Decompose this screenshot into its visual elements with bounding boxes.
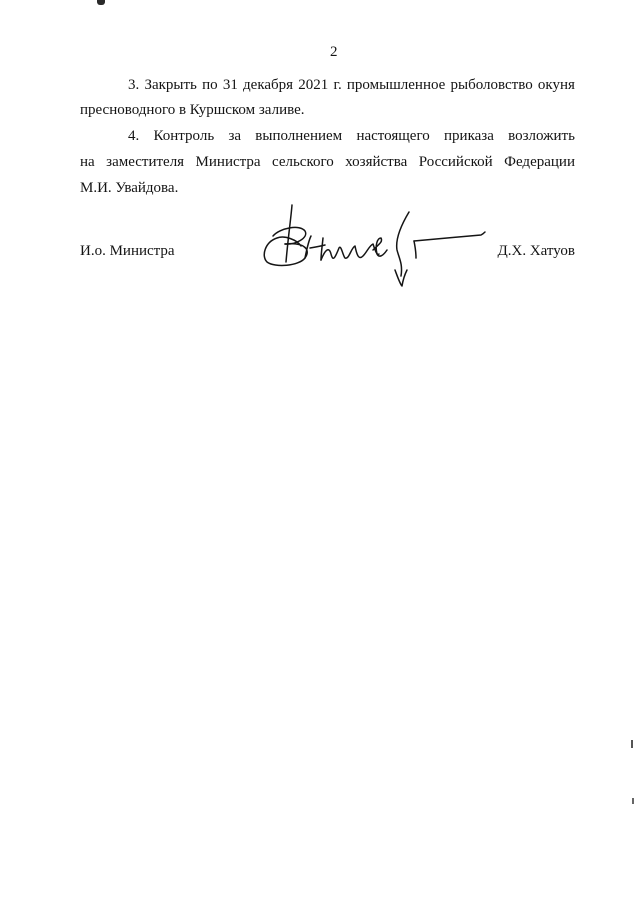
word: 2021 bbox=[298, 77, 329, 93]
word: 4. bbox=[128, 128, 140, 144]
word: выполнением bbox=[255, 128, 343, 144]
signatory-position: И.о. Министра bbox=[80, 243, 175, 259]
signatory-name: Д.Х. Хатуов bbox=[497, 243, 575, 259]
word: на bbox=[80, 154, 95, 170]
scan-artifact-top bbox=[97, 0, 105, 5]
word: г. bbox=[333, 77, 342, 93]
word: хозяйства bbox=[345, 154, 408, 170]
word: декабря bbox=[243, 77, 294, 93]
scan-artifact-right bbox=[631, 740, 633, 748]
word: Закрыть bbox=[144, 77, 197, 93]
word: возложить bbox=[508, 128, 575, 144]
word: 31 bbox=[222, 77, 238, 93]
paragraph-3-line-1 bbox=[128, 76, 575, 94]
signature-stroke bbox=[373, 238, 387, 256]
paragraph-4-line-2 bbox=[80, 153, 575, 171]
word: сельского bbox=[271, 154, 334, 170]
signature-stroke bbox=[321, 244, 379, 260]
word: окуня bbox=[537, 77, 575, 93]
word: Министра bbox=[195, 154, 261, 170]
paragraph-3-line-2: пресноводного в Куршском заливе. bbox=[80, 102, 305, 118]
paragraph-4-line-3: М.И. Увайдова. bbox=[80, 180, 179, 196]
signature bbox=[255, 198, 490, 290]
word: за bbox=[228, 128, 242, 144]
word: Федерации bbox=[504, 154, 575, 170]
signature-stroke bbox=[414, 232, 485, 241]
signature-stroke bbox=[414, 241, 416, 258]
word: приказа bbox=[444, 128, 494, 144]
paragraph-4-line-1 bbox=[128, 127, 575, 145]
word: по bbox=[202, 77, 218, 93]
page-number: 2 bbox=[330, 44, 338, 60]
scan-artifact-right bbox=[632, 798, 634, 804]
word: Контроль bbox=[153, 128, 215, 144]
word: заместителя bbox=[106, 154, 185, 170]
signature-stroke bbox=[397, 212, 409, 276]
word: настоящего bbox=[356, 128, 430, 144]
word: 3. bbox=[128, 77, 140, 93]
word: рыболовство bbox=[450, 77, 533, 93]
word: Российской bbox=[418, 154, 493, 170]
word: промышленное bbox=[346, 77, 446, 93]
signature-stroke bbox=[286, 205, 292, 262]
